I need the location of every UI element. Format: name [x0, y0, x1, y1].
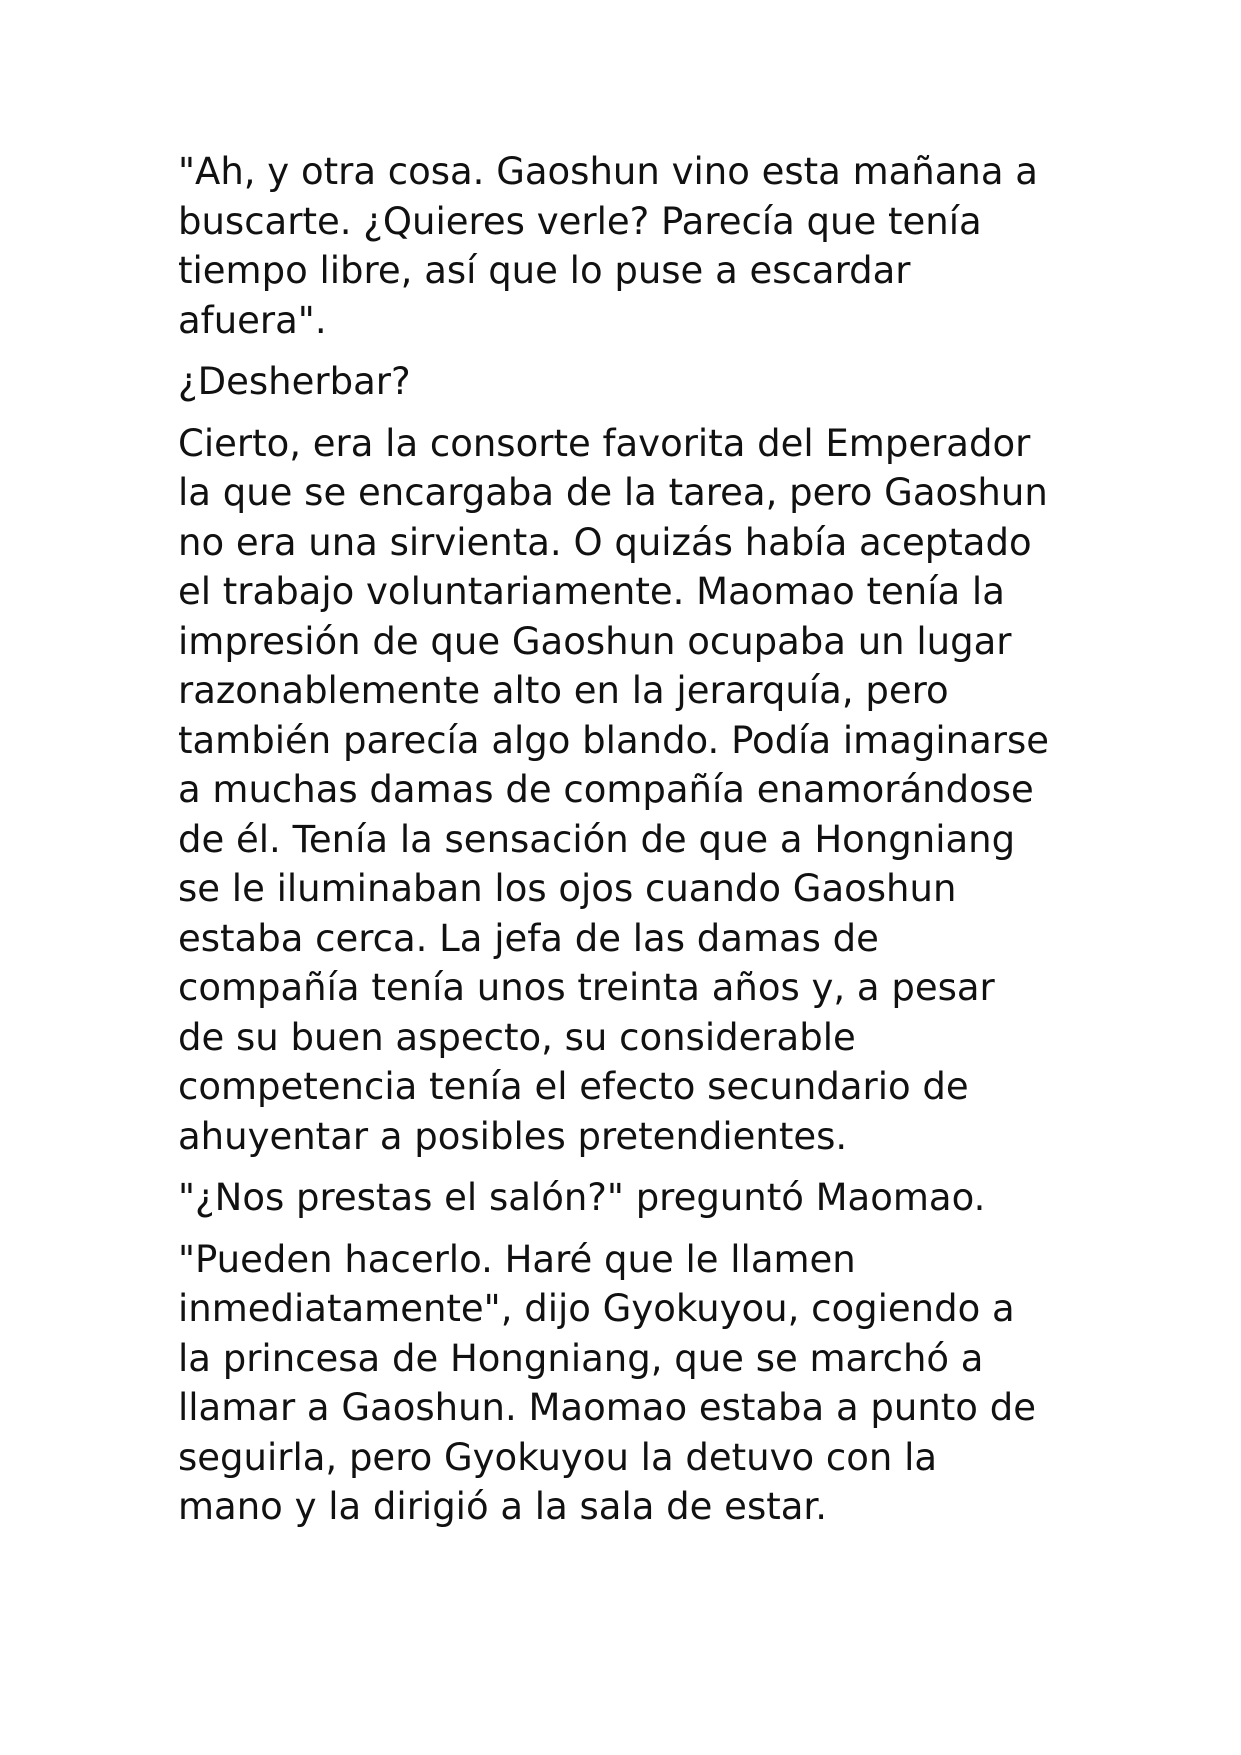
- text-line: impresión de que Gaoshun ocupaba un lugar: [178, 619, 1012, 663]
- text-line: Cierto, era la consorte favorita del Emperador: [178, 421, 1031, 465]
- text-line: a muchas damas de compañía enamorándose: [178, 768, 1034, 811]
- text-line: llamar a Gaoshun. Maomao estaba a punto de: [178, 1386, 1036, 1429]
- text-line: "¿Nos prestas el salón?" preguntó Maomao.: [178, 1176, 986, 1219]
- text-line: seguirla, pero Gyokuyou la detuvo con la: [178, 1435, 938, 1479]
- text-line: buscarte. ¿Quieres verle? Parecía que tenía: [178, 199, 982, 243]
- text-line: ¿Desherbar?: [178, 360, 411, 403]
- text-line: de él. Tenía la sensación de que a Hongniang: [178, 817, 1016, 861]
- paragraph-1: [178, 147, 1078, 345]
- paragraph-4: [178, 1173, 1078, 1223]
- text-line: la princesa de Hongniang, que se marchó a: [178, 1336, 984, 1380]
- text-line: "Ah, y otra cosa. Gaoshun vino esta mañana a: [178, 150, 1038, 193]
- text-line: razonablemente alto en la jerarquía, pero: [178, 669, 949, 712]
- text-line: no era una sirvienta. O quizás había aceptado: [178, 520, 1032, 564]
- body-text: [178, 147, 1078, 1544]
- paragraph-5: [178, 1235, 1078, 1532]
- text-line: la que se encargaba de la tarea, pero Gaoshun: [178, 471, 1048, 514]
- text-line: estaba cerca. La jefa de las damas de: [178, 916, 879, 960]
- text-line: competencia tenía el efecto secundario de: [178, 1065, 969, 1108]
- paragraph-2: [178, 357, 1078, 407]
- text-line: ahuyentar a posibles pretendientes.: [178, 1114, 848, 1158]
- text-line: tiempo libre, así que lo puse a escardar: [178, 249, 911, 292]
- text-line: inmediatamente", dijo Gyokuyou, cogiendo a: [178, 1287, 1015, 1330]
- text-line: "Pueden hacerlo. Haré que le llamen: [178, 1237, 856, 1281]
- text-line: el trabajo voluntariamente. Maomao tenía la: [178, 570, 1005, 613]
- text-line: mano y la dirigió a la sala de estar.: [178, 1485, 827, 1528]
- text-line: afuera".: [178, 298, 327, 342]
- text-line: se le iluminaban los ojos cuando Gaoshun: [178, 867, 957, 910]
- paragraph-3: [178, 419, 1078, 1162]
- text-line: también parecía algo blando. Podía imaginarse: [178, 718, 1050, 762]
- text-line: compañía tenía unos treinta años y, a pesar: [178, 966, 995, 1009]
- text-line: de su buen aspecto, su considerable: [178, 1015, 856, 1059]
